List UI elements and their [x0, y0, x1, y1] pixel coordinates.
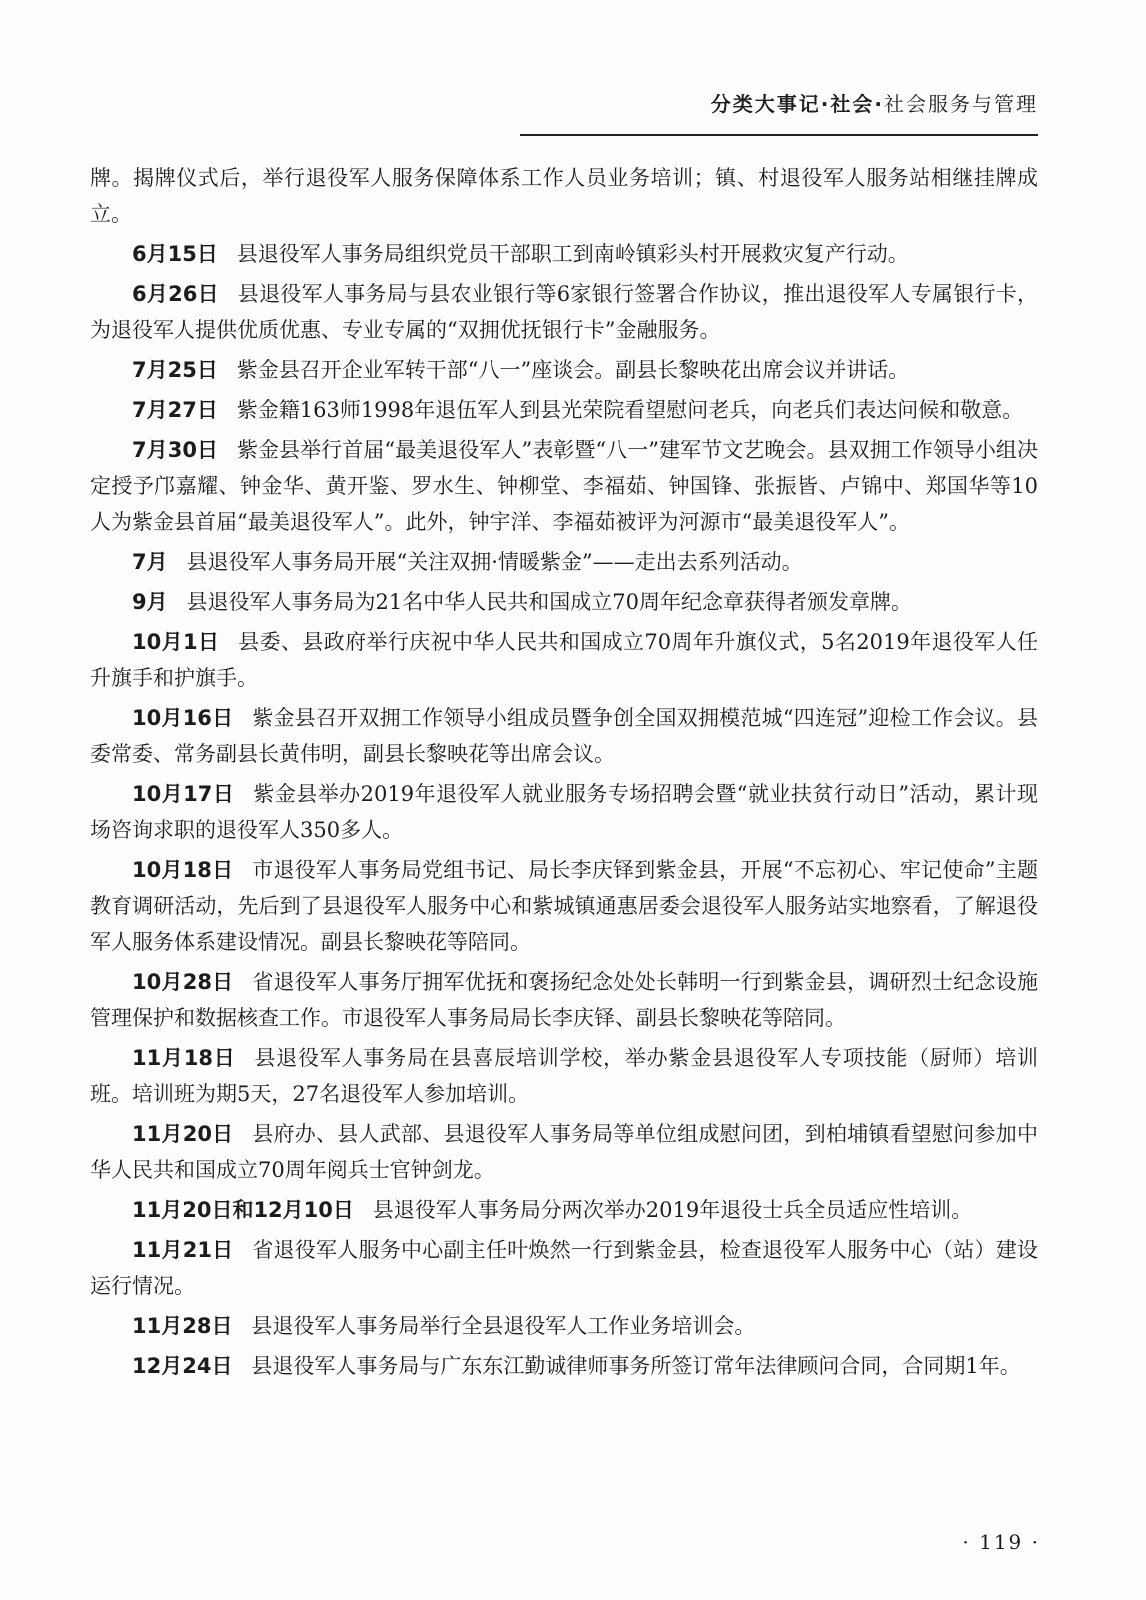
- chronicle-entry: [90, 700, 1038, 772]
- entry-text: 县退役军人事务局与县农业银行等6家银行签署合作协议，推出退役军人专属银行卡，为退役军人提供优质优惠、专业专属的“双拥优抚银行卡”金融服务。: [90, 282, 1038, 342]
- entry-text: 紫金县举行首届“最美退役军人”表彰暨“八一”建军节文艺晚会。县双拥工作领导小组决定授予邝嘉耀、钟金华、黄开鉴、罗水生、钟柳堂、李福茹、钟国锋、张振皆、卢锦中、郑国华等10人为紫金县首届“最美退役军人”。此外，钟宇洋、李福茹被评为河源市“最美退役军人”。: [90, 438, 1038, 534]
- entry-text: 省退役军人服务中心副主任叶焕然一行到紫金县，检查退役军人服务中心（站）建设运行情况。: [90, 1238, 1038, 1298]
- chronicle-body: [90, 160, 1038, 1388]
- chronicle-entry: [90, 1192, 1038, 1228]
- entry-text: 紫金县召开企业军转干部“八一”座谈会。副县长黎映花出席会议并讲话。: [236, 358, 910, 382]
- chronicle-entry: [90, 544, 1038, 580]
- entry-date: 11月28日: [132, 1314, 233, 1338]
- chronicle-entry: [90, 624, 1038, 696]
- entry-date: 6月26日: [132, 282, 219, 306]
- entry-text: 县退役军人事务局开展“关注双拥·情暖紫金”——走出去系列活动。: [186, 550, 803, 574]
- chronicle-entry: [90, 236, 1038, 272]
- entry-date: 6月15日: [132, 242, 218, 266]
- page-number: · 119 ·: [962, 1530, 1040, 1554]
- entry-date: 10月1日: [132, 630, 220, 654]
- chronicle-entry: [90, 852, 1038, 960]
- chronicle-entry: [90, 1232, 1038, 1304]
- header-subtitle: 社会服务与管理: [884, 92, 1038, 116]
- chronicle-entry: [90, 1348, 1038, 1384]
- entry-date: 9月: [132, 590, 168, 614]
- entry-date: 11月20日和12月10日: [132, 1198, 354, 1222]
- entry-date: 7月27日: [132, 398, 218, 422]
- entry-text: 县退役军人事务局在县喜辰培训学校，举办紫金县退役军人专项技能（厨师）培训班。培训班为期5天，27名退役军人参加培训。: [90, 1046, 1038, 1106]
- entry-text: 县退役军人事务局为21名中华人民共和国成立70周年纪念章获得者颁发章牌。: [186, 590, 912, 614]
- header-rule: [520, 134, 1038, 136]
- entry-text: 县退役军人事务局与广东东江勤诚律师事务所签订常年法律顾问合同，合同期1年。: [251, 1354, 1021, 1378]
- chronicle-entry: [90, 392, 1038, 428]
- entry-date: 11月18日: [132, 1046, 236, 1070]
- entry-date: 10月16日: [132, 706, 234, 730]
- entry-date: 11月21日: [132, 1238, 234, 1262]
- entry-date: 7月30日: [132, 438, 219, 462]
- chronicle-entry: [90, 1040, 1038, 1112]
- entry-date: 10月28日: [132, 970, 234, 994]
- chronicle-entry: [90, 584, 1038, 620]
- entry-text: 紫金县召开双拥工作领导小组成员暨争创全国双拥模范城“四连冠”迎检工作会议。县委常委、常务副县长黄伟明，副县长黎映花等出席会议。: [90, 706, 1038, 766]
- entry-date: 10月17日: [132, 782, 235, 806]
- entry-text: 县退役军人事务局分两次举办2019年退役士兵全员适应性培训。: [372, 1198, 973, 1222]
- entry-text: 紫金籍163师1998年退伍军人到县光荣院看望慰问老兵，向老兵们表达问候和敬意。: [236, 398, 1024, 422]
- entry-date: 11月20日: [132, 1122, 234, 1146]
- entry-text: 紫金县举办2019年退役军人就业服务专场招聘会暨“就业扶贫行动日”活动，累计现场咨询求职的退役军人350多人。: [90, 782, 1038, 842]
- chronicle-entry: [90, 776, 1038, 848]
- entry-text: 县府办、县人武部、县退役军人事务局等单位组成慰问团，到柏埔镇看望慰问参加中华人民共和国成立70周年阅兵士官钟剑龙。: [90, 1122, 1038, 1182]
- entry-date: 10月18日: [132, 858, 234, 882]
- entry-text: 省退役军人事务厅拥军优抚和褒扬纪念处处长韩明一行到紫金县，调研烈士纪念设施管理保护和数据核查工作。市退役军人事务局局长李庆铎、副县长黎映花等陪同。: [90, 970, 1038, 1030]
- running-header: [520, 88, 1038, 117]
- entry-date: 7月25日: [132, 358, 218, 382]
- entry-text: 县委、县政府举行庆祝中华人民共和国成立70周年升旗仪式，5名2019年退役军人任升旗手和护旗手。: [90, 630, 1038, 690]
- chronicle-entry: [90, 1116, 1038, 1188]
- entry-text: 市退役军人事务局党组书记、局长李庆铎到紫金县，开展“不忘初心、牢记使命”主题教育调研活动，先后到了县退役军人服务中心和紫城镇通惠居委会退役军人服务站实地察看，了解退役军人服务体系建设情况。副县长黎映花等陪同。: [90, 858, 1038, 954]
- entry-text: 县退役军人事务局组织党员干部职工到南岭镇彩头村开展救灾复产行动。: [236, 242, 909, 266]
- chronicle-entry: [90, 276, 1038, 348]
- entry-date: 12月24日: [132, 1354, 233, 1378]
- chronicle-entry: [90, 160, 1038, 232]
- chronicle-entry: [90, 432, 1038, 540]
- entry-text: 牌。揭牌仪式后，举行退役军人服务保障体系工作人员业务培训；镇、村退役军人服务站相继挂牌成立。: [90, 166, 1038, 226]
- chronicle-entry: [90, 964, 1038, 1036]
- header-title: 分类大事记·社会·: [710, 92, 884, 116]
- chronicle-entry: [90, 1308, 1038, 1344]
- entry-text: 县退役军人事务局举行全县退役军人工作业务培训会。: [251, 1314, 756, 1338]
- chronicle-entry: [90, 352, 1038, 388]
- entry-date: 7月: [132, 550, 168, 574]
